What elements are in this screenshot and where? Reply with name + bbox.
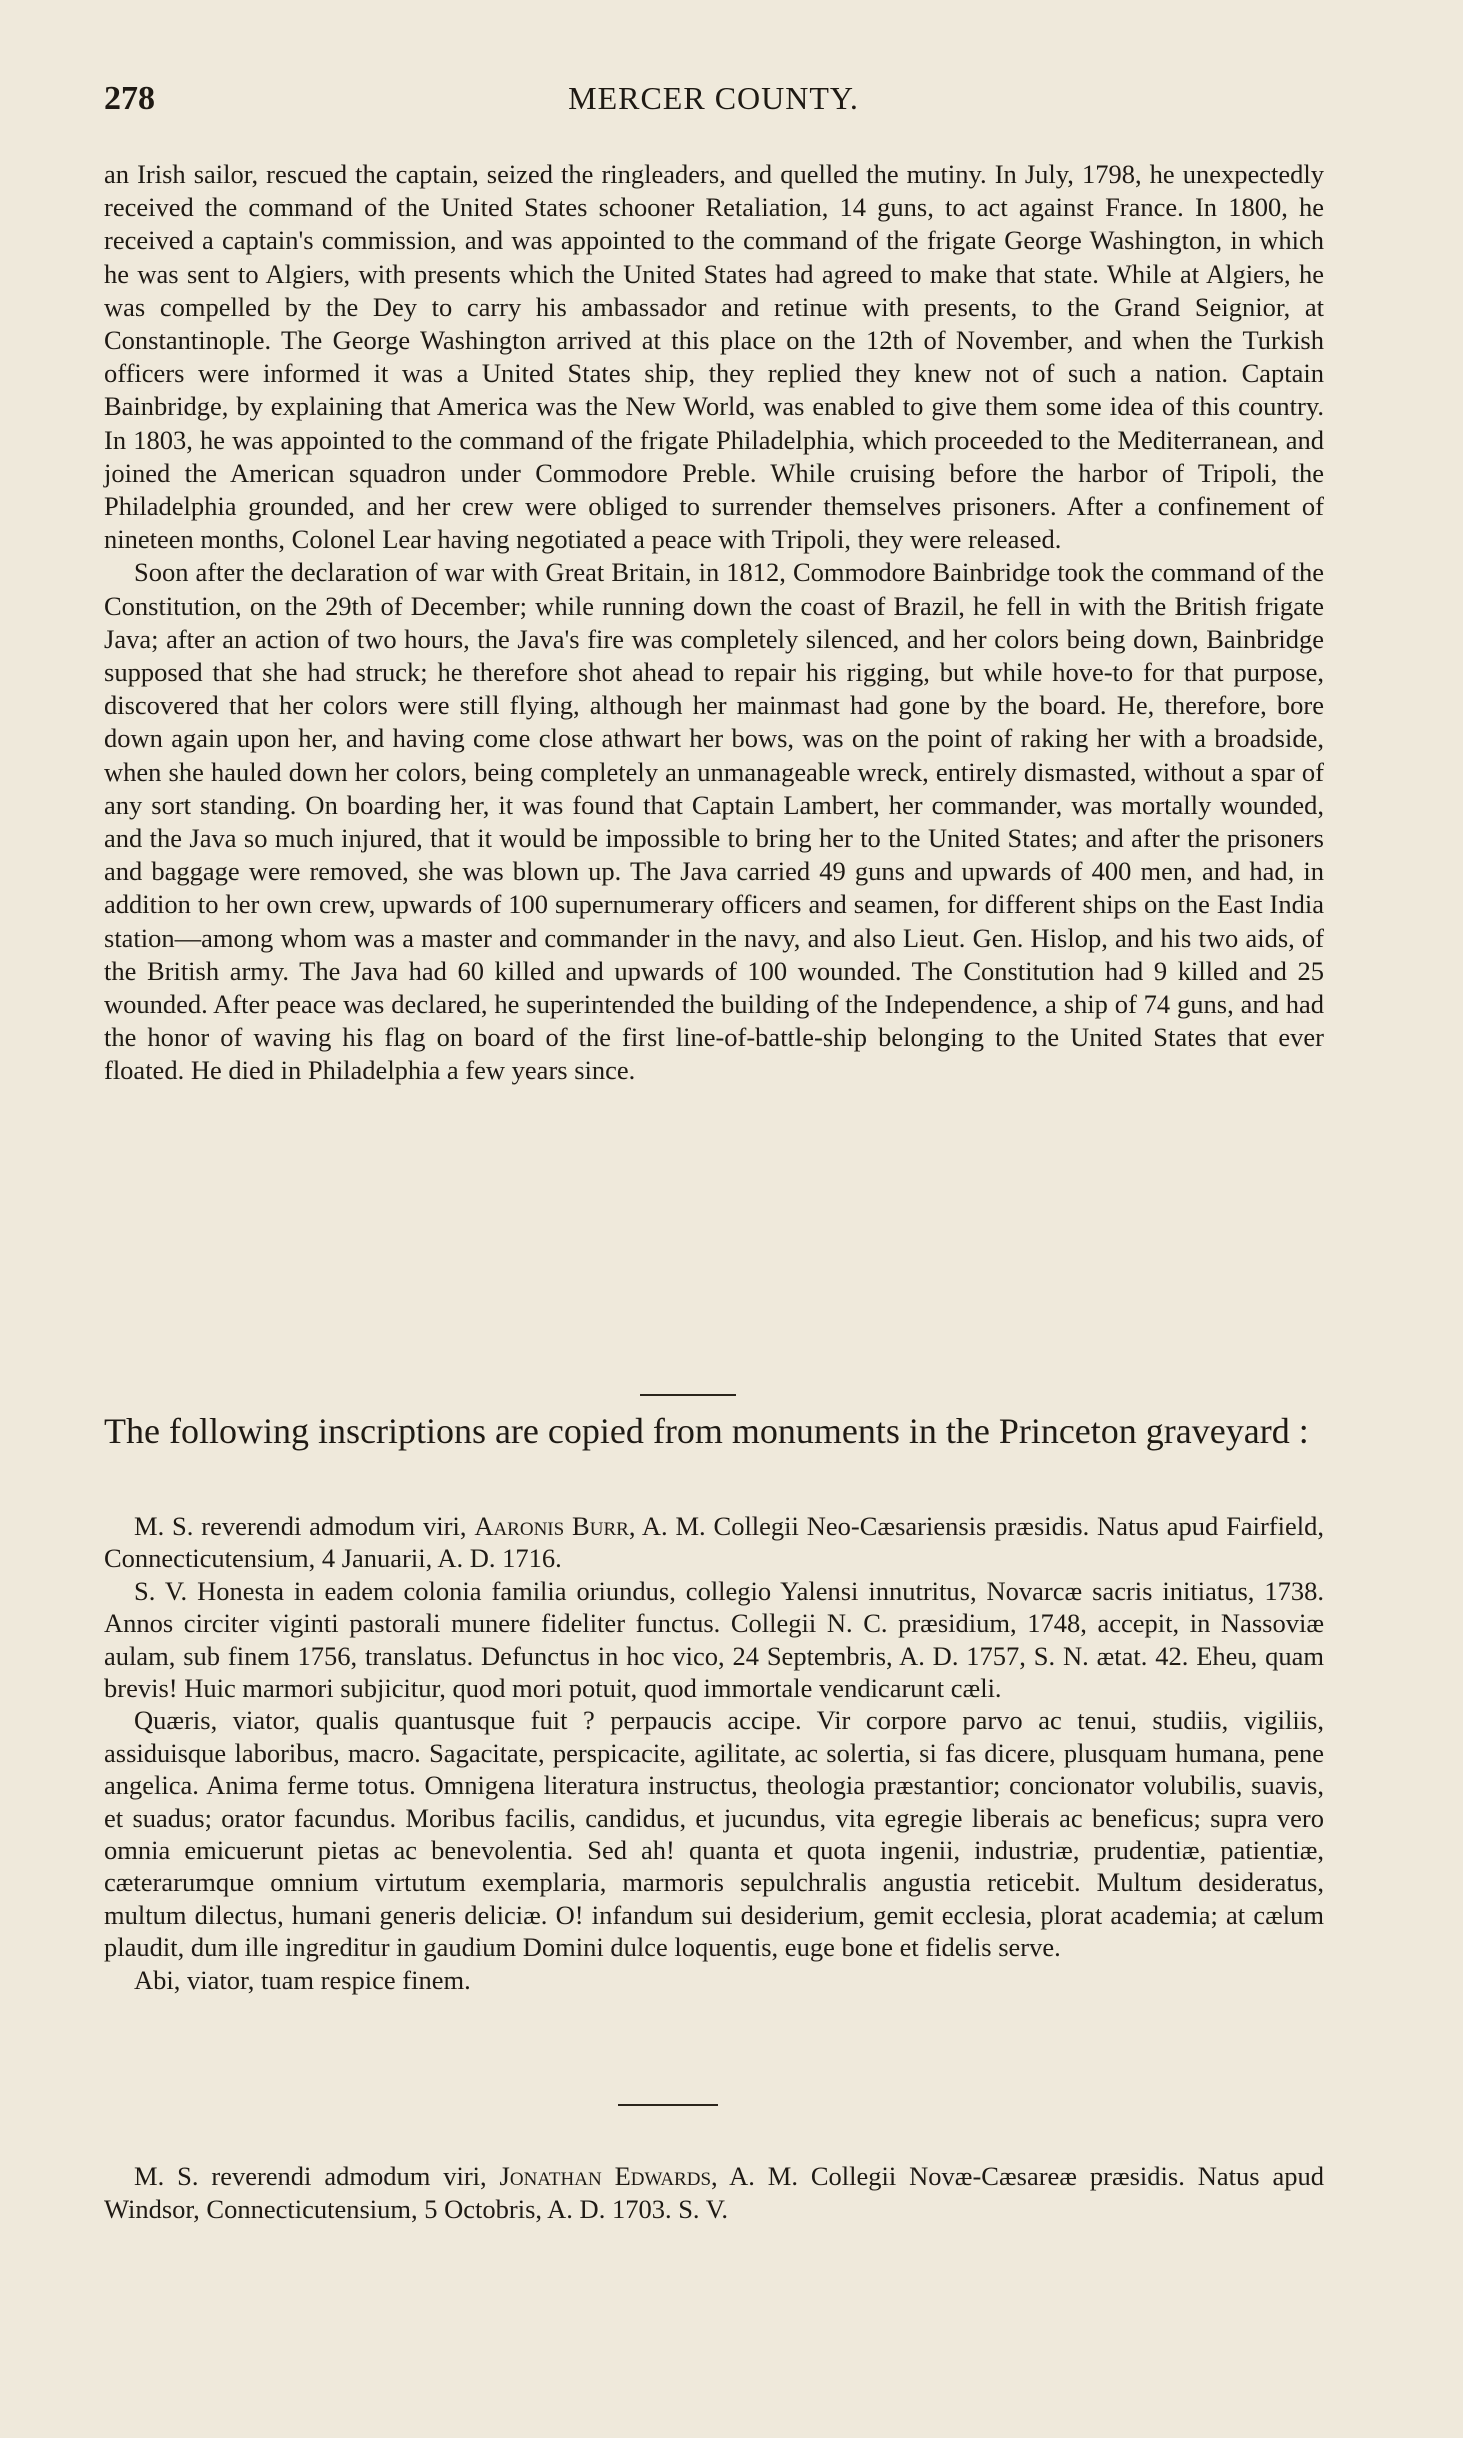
burr-inscription	[104, 1510, 1324, 1996]
paragraph-2: Soon after the declaration of war with Great Britain, in 1812, Commodore Bainbridge took the command of the Constitution, on the 29th of December; while running down the coast of Brazil, he fell in with the British frigate Java; after an action of two hours, the Java's fire was completely silenced, and her colors being down, Bainbridge supposed that she had struck; he therefore shot ahead to repair his rigging, but while hove-to for that purpose, discovered that her colors were still flying, although her mainmast had gone by the board. He, therefore, bore down again upon her, and having come close athwart her bows, was on the point of raking her with a broadside, when she hauled down her colors, being completely an unmanageable wreck, entirely dismasted, without a spar of any sort standing. On boarding her, it was found that Captain Lambert, her commander, was mortally wounded, and the Java so much injured, that it would be impossible to bring her to the United States; and after the prisoners and baggage were removed, she was blown up. The Java carried 49 guns and upwards of 400 men, and had, in addition to her own crew, upwards of 100 supernumerary officers and seamen, for different ships on the East India station—among whom was a master and commander in the navy, and also Lieut. Gen. Hislop, and his two aids, of the British army. The Java had 60 killed and upwards of 100 wounded. The Constitution had 9 killed and 25 wounded. After peace was declared, he superintended the building of the Independence, a ship of 74 guns, and had the honor of waving his flag on board of the first line-of-battle-ship belonging to the United States that ever floated. He died in Philadelphia a few years since.	[104, 557, 1324, 1086]
burr-inscription-line-1: M. S. reverendi admodum viri, Aaronis Burr, A. M. Collegii Neo-Cæsariensis præsidis. Natus apud Fairfield, Connecticutensium, 4 Januarii, A. D. 1716.	[104, 1511, 1324, 1574]
burr-name: Aaronis Burr	[474, 1511, 629, 1541]
burr-inscription-paragraph-2: S. V. Honesta in eadem colonia familia oriundus, collegio Yalensi innutritus, Novarcæ sacris initiatus, 1738. Annos circiter viginti pastorali munere fideliter functus. Collegii N. C. præsidium, 1748, accepit, in Nassoviæ aulam, sub finem 1756, translatus. Defunctus in hoc vico, 24 Septembris, A. D. 1757, S. N. ætat. 42. Eheu, quam brevis! Huic marmori subjicitur, quod mori potuit, quod immortale vendicarunt cæli.	[104, 1575, 1324, 1704]
paragraph-1: an Irish sailor, rescued the captain, seized the ringleaders, and quelled the mutiny. In July, 1798, he unexpectedly received the command of the United States schooner Retaliation, 14 guns, to act against France. In 1800, he received a captain's commission, and was appointed to the command of the frigate George Washington, in which he was sent to Algiers, with presents which the United States had agreed to make that state. While at Algiers, he was compelled by the Dey to carry his ambassador and retinue with presents, to the Grand Seignior, at Constantinople. The George Washington arrived at this place on the 12th of November, and when the Turkish officers were informed it was a United States ship, they replied they knew not of such a nation. Captain Bainbridge, by explaining that America was the New World, was enabled to give them some idea of this country. In 1803, he was appointed to the command of the frigate Philadelphia, which proceeded to the Mediterranean, and joined the American squadron under Commodore Preble. While cruising before the harbor of Tripoli, the Philadelphia grounded, and her crew were obliged to surrender themselves prisoners. After a confinement of nineteen months, Colonel Lear having negotiated a peace with Tripoli, they were released.	[104, 159, 1324, 555]
running-head: MERCER COUNTY.	[568, 80, 859, 116]
page-header	[104, 80, 1323, 124]
bainbridge-biography	[104, 158, 1324, 1088]
burr-inscription-closing: Abi, viator, tuam respice finem.	[134, 1964, 471, 1995]
edwards-inscription-line: M. S. reverendi admodum viri, Jonathan Edwards, A. M. Collegii Novæ-Cæsareæ præsidis. Natus apud Windsor, Connecticutensium, 5 Octobris, A. D. 1703. S. V.	[104, 2161, 1324, 2224]
section-heading: The following inscriptions are copied from monuments in the Princeton graveyard :	[104, 1411, 1309, 1451]
burr-inscription-paragraph-3: Quæris, viator, qualis quantusque fuit ? perpaucis accipe. Vir corpore parvo ac tenui, studiis, vigiliis, assiduisque laboribus, macro. Sagacitate, perspicacite, agilitate, ac solertia, si fas dicere, plusquam humana, pene angelica. Anima ferme totus. Omnigena literatura instructus, theologia præstantior; concionator volubilis, suavis, et suadus; orator facundus. Moribus facilis, candidus, et jucundus, vita egregie liberais ac beneficus; supra vero omnia emicuerunt pietas ac benevolentia. Sed ah! quanta et quota ingenii, industriæ, prudentiæ, patientiæ, cæterarumque omnium virtutum exemplaria, marmoris sepulchralis angustia reticebit. Multum desideratus, multum dilectus, humani generis deliciæ. O! infandum sui desiderium, gemit ecclesia, plorat academia; at cælum plaudit, dum ille ingreditur in gaudium Domini dulce loquentis, euge bone et fidelis serve.	[104, 1705, 1324, 1963]
inscription-divider	[618, 2104, 718, 2106]
edwards-name: Jonathan Edwards	[499, 2161, 712, 2191]
section-divider	[640, 1394, 736, 1396]
edwards-inscription	[104, 2160, 1324, 2226]
page-number: 278	[104, 80, 155, 117]
